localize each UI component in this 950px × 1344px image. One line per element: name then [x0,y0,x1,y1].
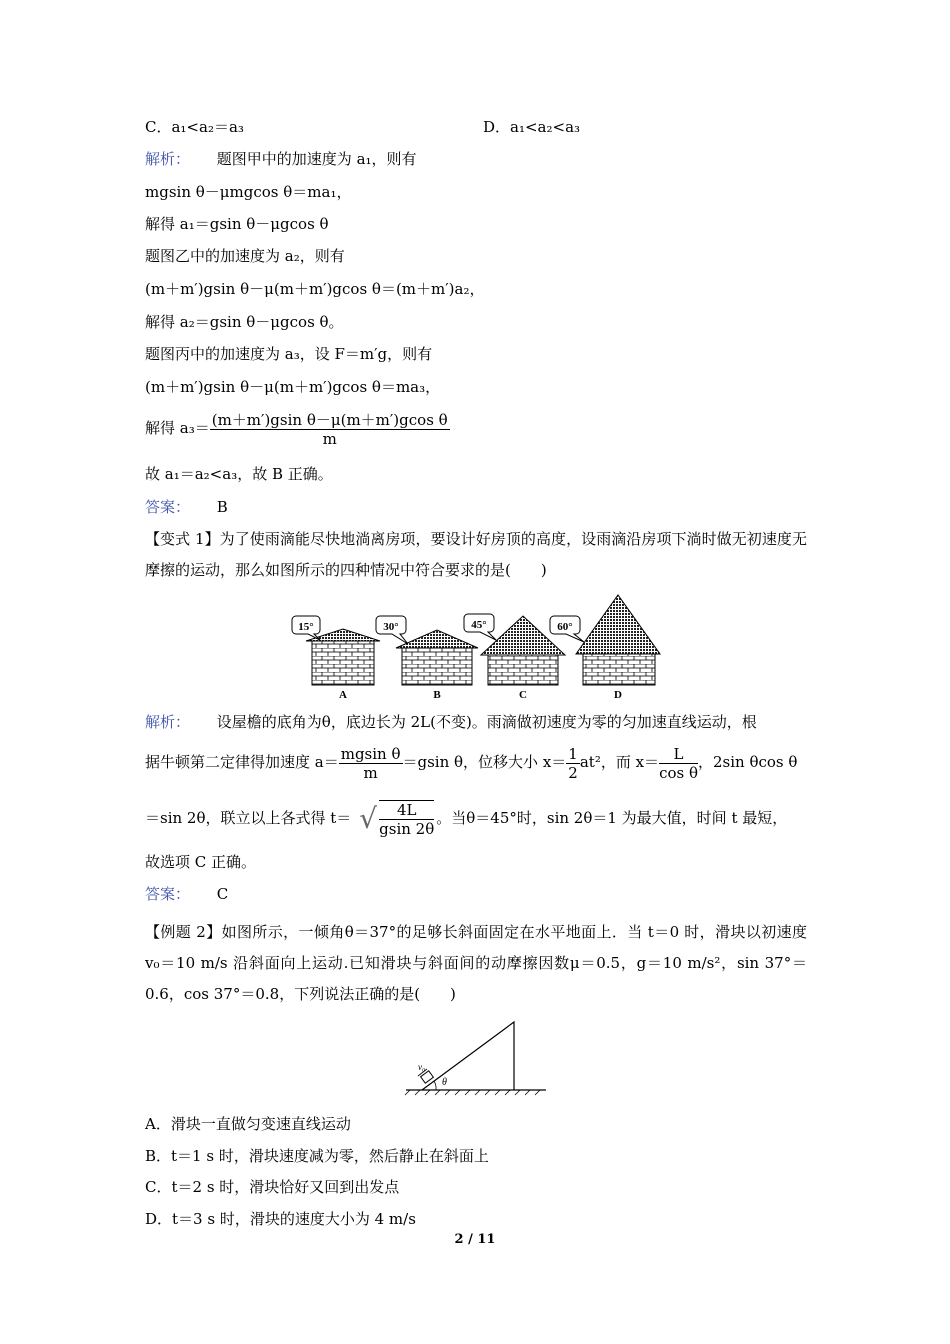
solution1-line: 解得 a₂＝gsin θ－μgcos θ。 [145,313,344,331]
angle-label-c: 45° [471,619,487,631]
house-label-c: C [519,689,527,701]
variant1-solution-line1 [145,712,757,732]
fraction-numerator: mgsin θ [340,744,401,763]
angle-label-b: 30° [383,621,399,633]
fraction-denominator: cos θ [659,763,698,782]
ground-hatch [405,1090,540,1095]
fraction [659,745,698,782]
theta-label: θ [442,1077,447,1088]
option-d: D．a₁<a₂<a₃ [483,118,581,136]
option-b: B．t＝1 s 时，滑块速度减为零，然后静止在斜面上 [145,1147,489,1165]
angle-arc [434,1081,436,1090]
solution1-line [145,149,417,169]
solution-text: 据牛顿第二定律得加速度 a＝ [145,753,339,771]
solution-text: 。当θ＝45°时，sin 2θ＝1 为最大值，时间 t 最短， [436,809,788,827]
fraction-numerator: 1 [568,744,578,763]
solution1-line: mgsin θ－μmgcos θ＝ma₁， [145,183,352,201]
wall-b [402,648,472,685]
house-label-d: D [614,689,622,701]
option-d2: D．t＝3 s 时，滑块的速度大小为 4 m/s [145,1210,416,1228]
fraction-denominator: gsin 2θ [379,820,435,838]
solution1-label: 解析： [145,150,191,168]
solution1-line: 解得 a₁＝gsin θ－μgcos θ [145,215,329,233]
answer-value: B [216,498,228,516]
fraction-prefix: 解得 a₃＝ [145,419,210,437]
option-a: A．滑块一直做匀变速直线运动 [145,1115,351,1133]
variant1-solution-line4: 故选项 C 正确。 [145,853,257,871]
incline-figure [400,1018,550,1098]
variant1-solution-line3 [145,796,787,841]
v0-label: v₀ [418,1062,426,1072]
solution-text: ＝sin 2θ，联立以上各式得 t＝ [145,809,352,827]
house-label-a: A [339,689,347,701]
fraction [339,745,403,782]
house-d [550,595,660,701]
angle-label-d: 60° [557,621,573,633]
fraction [210,411,450,448]
answer-label: 答案： [145,498,191,516]
house-label-b: B [433,689,441,701]
angle-label-a: 15° [298,621,314,633]
house-a [292,616,380,701]
solution-text: at²，而 x＝ [579,753,660,771]
sqrt-fraction [379,800,434,838]
solution1-line: 题图乙中的加速度为 a₂，则有 [145,247,345,265]
incline [422,1022,514,1090]
solution-text: ，2sin θcos θ [698,753,798,771]
roof-d [576,595,660,654]
solution1-line: (m＋m′)gsin θ－μ(m＋m′)gcos θ＝(m＋m′)a₂， [145,280,485,298]
solution1-line: (m＋m′)gsin θ－μ(m＋m′)gcos θ＝ma₃， [145,378,441,396]
fraction-denominator: m [363,763,378,782]
answer-label: 答案： [145,885,191,903]
example2-question: 【例题 2】如图所示，一倾角θ＝37°的足够长斜面固定在水平地面上．当 t＝0 时，滑块以初速度 v₀＝10 m/s 沿斜面向上运动.已知滑块与斜面间的动摩擦因数μ＝0.5，g＝10 m/s²，sin 37°＝0.6，cos 37°＝0.8，下列说法正确的是( ) [145,923,807,1003]
houses-figure [280,592,670,702]
wall-d [583,654,655,685]
solution-text: ＝gsin θ，位移大小 x＝ [402,753,567,771]
fraction [566,745,580,782]
answer1-line [145,497,228,517]
answer2-line [145,884,228,904]
solution-text: 设屋檐的底角为θ，底边长为 2L(不变)。雨滴做初速度为零的匀加速直线运动，根 [216,713,757,731]
option-c: C．a₁<a₂＝a₃ [145,118,244,136]
fraction-numerator: (m＋m′)gsin θ－μ(m＋m′)gcos θ [211,410,448,429]
solution1-line: 题图丙中的加速度为 a₃，设 F＝m′g，则有 [145,345,433,363]
fraction-denominator: m [322,429,337,448]
solution1-text: 题图甲中的加速度为 a₁，则有 [216,150,417,168]
answer-value: C [216,885,229,903]
solution1-fraction-line [145,410,450,448]
variant1-solution-line2 [145,740,797,784]
solution-label: 解析： [145,713,191,731]
house-b [376,616,478,701]
option-c2: C．t＝2 s 时，滑块恰好又回到出发点 [145,1178,400,1196]
fraction-numerator: 4L [379,801,434,820]
roof-b [396,630,478,648]
sqrt-icon: √ [359,802,378,835]
variant1-question: 【变式 1】为了使雨滴能尽快地淌离房项，要设计好房顶的高度，设雨滴沿房项下淌时做无初速度无摩擦的运动，那么如图所示的四种情况中符合要求的是( ) [145,530,807,579]
wall-c [488,655,558,685]
wall-a [312,641,374,685]
page-number: 2 / 11 [454,1232,496,1247]
solution1-conclusion: 故 a₁＝a₂<a₃，故 B 正确。 [145,465,333,483]
fraction-numerator: L [659,745,698,764]
fraction-denominator: 2 [568,763,578,782]
